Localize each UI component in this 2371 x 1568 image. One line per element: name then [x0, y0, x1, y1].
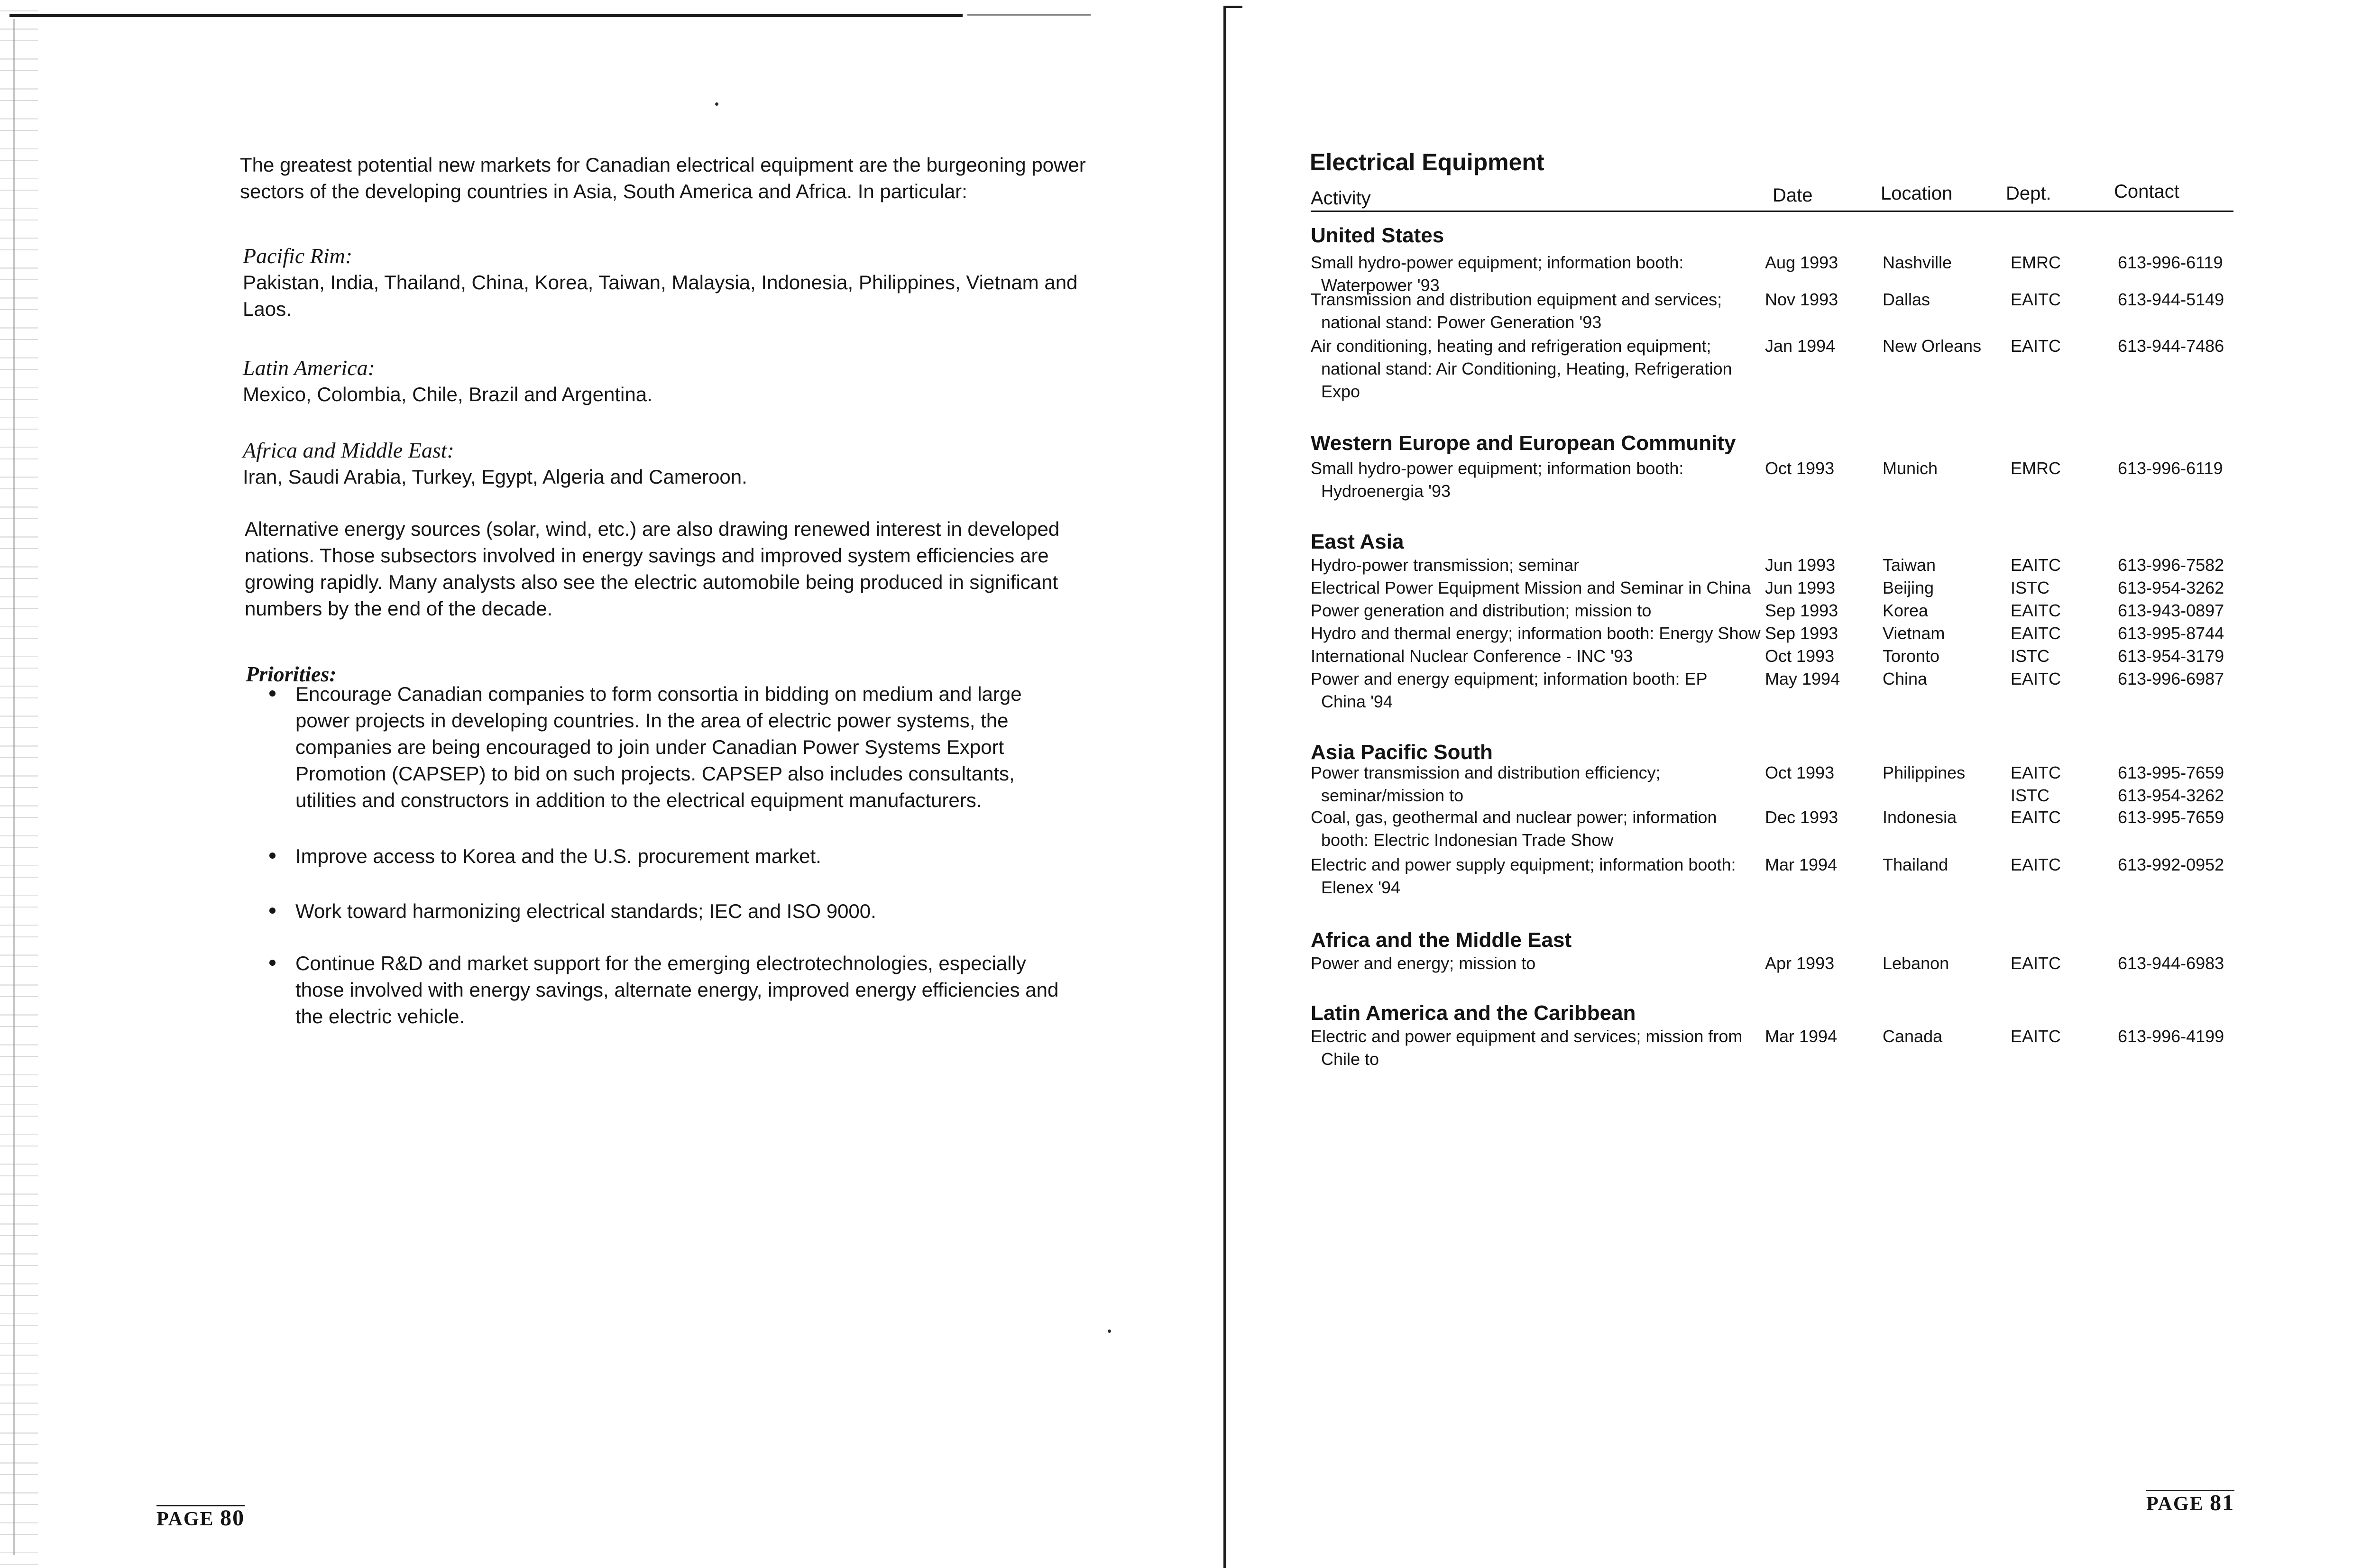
priority-item: Work toward harmonizing electrical standards; IEC and ISO 9000. [269, 898, 1075, 925]
location-cell: Vietnam [1883, 624, 1945, 643]
dept-cell: EAITC [2011, 601, 2061, 620]
scan-edge-left [0, 0, 38, 1568]
priority-item: Encourage Canadian companies to form consortia in bidding on medium and large power projects in developing countries. In the area of electric power systems, the companies are being encouraged to join under Canadian Power Systems Export Promotion (CAPSEP) to bid on such projects. CAPSEP also includes consultants, utilities and constructors in addition to the electrical equipment manufacturers. [269, 681, 1075, 814]
activity-line: Elenex '94 [1321, 878, 1400, 897]
activity-cell [1311, 577, 1775, 599]
location-cell: Philippines [1883, 763, 1966, 782]
top-rule-fragment [967, 14, 1091, 16]
section-title: Latin America and the Caribbean [1311, 1001, 1636, 1025]
section-title: Western Europe and European Community [1311, 431, 1736, 455]
date-cell: Sep 1993 [1765, 624, 1838, 643]
location-cell: Beijing [1883, 578, 1934, 597]
date-cell: May 1994 [1765, 669, 1840, 688]
dept-cell: ISTC [2011, 646, 2050, 666]
contact-cell: 613-995-7659 [2118, 763, 2224, 782]
book-spine [1223, 6, 1226, 1568]
activity-cell [1311, 645, 1775, 668]
region-text: Pakistan, India, Thailand, China, Korea, Taiwan, Malaysia, Indonesia, Philippines, Vietnam and Laos. [243, 271, 1078, 320]
activity-line: International Nuclear Conference - INC '93 [1311, 646, 1633, 666]
activity-cell [1311, 853, 1775, 899]
priority-item: Continue R&D and market support for the emerging electrotechnologies, especially those involved with energy savings, alternate energy, improved energy efficiencies and the electric vehicle. [269, 950, 1075, 1030]
activity-line: booth: Electric Indonesian Trade Show [1321, 830, 1614, 850]
page-number: 81 [2210, 1490, 2235, 1515]
date-cell: Nov 1993 [1765, 290, 1838, 309]
contact-cell: 613-992-0952 [2118, 855, 2224, 874]
activity-line: Waterpower '93 [1321, 275, 1440, 295]
contact-cell: 613-995-7659 [2118, 807, 2224, 827]
date-cell: Dec 1993 [1765, 807, 1838, 827]
date-cell: Oct 1993 [1765, 646, 1835, 666]
region-pacific-rim [243, 243, 1096, 322]
activity-line: Hydroenergia '93 [1321, 481, 1451, 501]
contact-cell: 613-996-7582 [2118, 555, 2224, 575]
dept-cell: EAITC [2011, 336, 2061, 356]
bullet-icon [269, 960, 276, 966]
activity-cell [1311, 761, 1775, 807]
scan-edge-line [13, 19, 15, 1555]
activity-cell [1311, 952, 1775, 975]
activity-line: Expo [1321, 382, 1360, 401]
activity-line: Coal, gas, geothermal and nuclear power; information [1311, 807, 1717, 827]
activity-cell [1311, 806, 1775, 852]
contact-cell: 613-944-6983 [2118, 954, 2224, 973]
priority-item: Improve access to Korea and the U.S. procurement market. [269, 843, 1075, 870]
activity-cell [1311, 554, 1775, 577]
alt-energy-paragraph: Alternative energy sources (solar, wind, etc.) are also drawing renewed interest in developed nations. Those subsectors involved in energy savings and improved system efficiencies are growing rapidly. Many analysts also see the electric automobile being produced in significant numbers by the end of the decade. [245, 518, 1060, 620]
page-number-right [2146, 1490, 2234, 1515]
location-cell: Taiwan [1883, 555, 1936, 575]
activity-line: Small hydro-power equipment; information booth: [1311, 458, 1684, 478]
region-africa-middle-east [243, 437, 1096, 490]
region-text: Iran, Saudi Arabia, Turkey, Egypt, Algeria and Cameroon. [243, 466, 747, 488]
activity-line: China '94 [1321, 692, 1393, 711]
date-cell: Oct 1993 [1765, 763, 1835, 782]
date-cell: Oct 1993 [1765, 458, 1835, 478]
dept-cell: EAITC [2011, 624, 2061, 643]
column-header-contact: Contact [2114, 181, 2179, 202]
column-header-location: Location [1881, 183, 1953, 204]
date-cell: Sep 1993 [1765, 601, 1838, 620]
activity-line: Air conditioning, heating and refrigeration equipment; [1311, 336, 1711, 356]
region-heading: Pacific Rim: [243, 244, 353, 268]
contact-cell: 613-954-3262 [2118, 786, 2224, 805]
dept-cell: EAITC [2011, 954, 2061, 973]
page-number: 80 [220, 1505, 245, 1531]
activity-line: Chile to [1321, 1049, 1379, 1069]
activity-cell [1311, 599, 1775, 622]
spine-tick [1223, 6, 1242, 8]
location-cell: Korea [1883, 601, 1929, 620]
activity-line: Small hydro-power equipment; information booth: [1311, 253, 1684, 272]
activity-line: Electric and power equipment and services; mission from [1311, 1027, 1743, 1046]
dept-cell: EAITC [2011, 669, 2061, 688]
activity-line: seminar/mission to [1321, 786, 1464, 805]
column-header-activity: Activity [1311, 188, 1371, 209]
region-heading: Latin America: [243, 356, 375, 380]
activity-cell [1311, 1025, 1775, 1071]
bullet-icon [269, 908, 276, 914]
section-title: East Asia [1311, 530, 1404, 553]
bullet-icon [269, 853, 276, 859]
location-cell: China [1883, 669, 1928, 688]
page-label: PAGE [2146, 1493, 2204, 1515]
date-cell: Apr 1993 [1765, 954, 1835, 973]
contact-cell: 613-944-5149 [2118, 290, 2224, 309]
dept-cell: EAITC [2011, 1027, 2061, 1046]
priorities-heading: Priorities: [246, 662, 337, 686]
activity-line: Electric and power supply equipment; information booth: [1311, 855, 1736, 874]
activity-cell [1311, 457, 1775, 503]
section-title: Africa and the Middle East [1311, 928, 1572, 952]
region-text: Mexico, Colombia, Chile, Brazil and Argentina. [243, 383, 652, 405]
location-cell: New Orleans [1883, 336, 1982, 356]
contact-cell: 613-996-6119 [2118, 458, 2223, 478]
activity-cell [1311, 288, 1775, 334]
bullet-icon [269, 690, 276, 697]
activity-line: Hydro-power transmission; seminar [1311, 555, 1580, 575]
speck [715, 102, 718, 106]
location-cell: Lebanon [1883, 954, 1949, 973]
top-rule [9, 14, 963, 17]
dept-cell: EMRC [2011, 253, 2061, 272]
dept-cell: EAITC [2011, 855, 2061, 874]
activity-line: Transmission and distribution equipment and services; [1311, 290, 1722, 309]
date-cell: Jan 1994 [1765, 336, 1836, 356]
location-cell: Nashville [1883, 253, 1952, 272]
activity-line: national stand: Power Generation '93 [1321, 312, 1602, 332]
date-cell: Jun 1993 [1765, 578, 1836, 597]
activity-line: Hydro and thermal energy; information booth: Energy Show [1311, 624, 1761, 643]
header-rule [1311, 211, 2233, 212]
speck [1108, 1330, 1111, 1333]
activity-line: Power transmission and distribution efficiency; [1311, 763, 1661, 782]
dept-cell: EAITC [2011, 807, 2061, 827]
date-cell: Mar 1994 [1765, 1027, 1838, 1046]
activity-line: Power and energy equipment; information booth: EP [1311, 669, 1708, 688]
activity-cell [1311, 622, 1775, 645]
contact-cell: 613-996-6987 [2118, 669, 2224, 688]
location-cell: Indonesia [1883, 807, 1957, 827]
contact-cell: 613-996-6119 [2118, 253, 2223, 272]
date-cell: Jun 1993 [1765, 555, 1836, 575]
location-cell: Toronto [1883, 646, 1940, 666]
location-cell: Dallas [1883, 290, 1930, 309]
dept-cell: ISTC [2011, 578, 2050, 597]
contact-cell: 613-954-3262 [2118, 578, 2224, 597]
date-cell: Mar 1994 [1765, 855, 1838, 874]
contact-cell: 613-944-7486 [2118, 336, 2224, 356]
page-number-left [156, 1505, 245, 1530]
activity-cell [1311, 668, 1775, 713]
dept-cell: ISTC [2011, 786, 2050, 805]
page-label: PAGE [156, 1508, 214, 1530]
activity-line: Electrical Power Equipment Mission and Seminar in China [1311, 578, 1751, 597]
contact-cell: 613-943-0897 [2118, 601, 2224, 620]
dept-cell: EMRC [2011, 458, 2061, 478]
intro-paragraph: The greatest potential new markets for Canadian electrical equipment are the burgeoning power sectors of the developing countries in Asia, South America and Africa. In particular: [240, 154, 1086, 202]
column-header-dept: Dept. [2006, 183, 2051, 204]
section-title: United States [1311, 224, 1444, 247]
page-title: Electrical Equipment [1310, 149, 1544, 175]
dept-cell: EAITC [2011, 290, 2061, 309]
column-header-date: Date [1773, 185, 1813, 206]
contact-cell: 613-995-8744 [2118, 624, 2224, 643]
activity-line: Power and energy; mission to [1311, 954, 1536, 973]
location-cell: Munich [1883, 458, 1938, 478]
activity-line: Power generation and distribution; mission to [1311, 601, 1652, 620]
contact-cell: 613-996-4199 [2118, 1027, 2224, 1046]
location-cell: Canada [1883, 1027, 1943, 1046]
region-heading: Africa and Middle East: [243, 438, 454, 462]
location-cell: Thailand [1883, 855, 1948, 874]
dept-cell: EAITC [2011, 555, 2061, 575]
region-latin-america [243, 355, 1096, 408]
activity-line: national stand: Air Conditioning, Heating, Refrigeration [1321, 359, 1732, 378]
section-title: Asia Pacific South [1311, 741, 1493, 764]
date-cell: Aug 1993 [1765, 253, 1838, 272]
dept-cell: EAITC [2011, 763, 2061, 782]
activity-cell [1311, 335, 1775, 403]
contact-cell: 613-954-3179 [2118, 646, 2224, 666]
